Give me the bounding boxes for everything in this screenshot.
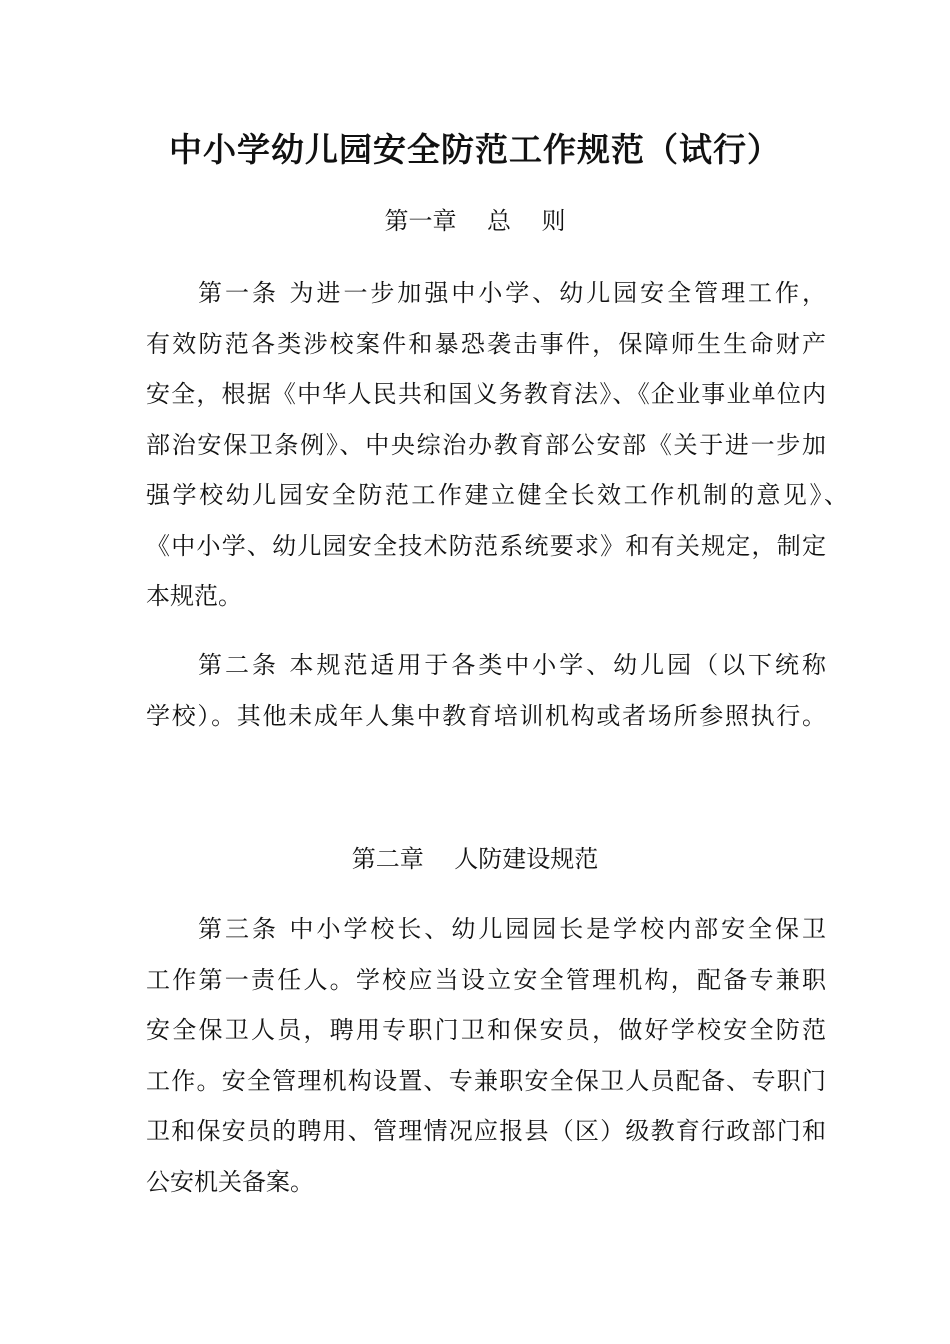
chapter-heading-general: 第一章 总 则 [384,207,566,235]
article-2-line: 第二条 本规范适用于各类中小学、幼儿园（以下统称 [198,651,826,679]
chapter-heading-personnel: 第二章 人防建设规范 [351,845,599,873]
article-3-line: 第三条 中小学校长、幼儿园园长是学校内部安全保卫 [198,915,826,943]
article-2-paragraph [146,640,826,741]
article-1-line: 强学校幼儿园安全防范工作建立健全长效工作机制的意见》、 [146,481,848,509]
article-1-paragraph [146,268,848,622]
article-3-line: 安全保卫人员，聘用专职门卫和保安员，做好学校安全防范 [146,1016,826,1044]
article-1-line: 安全，根据《中华人民共和国义务教育法》、《企业事业单位内 [146,380,826,408]
article-1-line: 本规范。 [146,582,242,610]
article-2-line: 学校）。其他未成年人集中教育培训机构或者场所参照执行。 [146,701,826,730]
article-1-line: 有效防范各类涉校案件和暴恐袭击事件，保障师生生命财产 [146,329,826,358]
article-1-line: 《中小学、幼儿园安全技术防范系统要求》和有关规定，制定 [146,531,826,560]
article-3-paragraph [146,904,826,1207]
article-3-line: 工作第一责任人。学校应当设立安全管理机构，配备专兼职 [146,965,826,994]
article-1-line: 部治安保卫条例》、中央综治办教育部公安部《关于进一步加 [146,430,826,459]
article-1-line: 第一条 为进一步加强中小学、幼儿园安全管理工作， [198,279,826,307]
document-title: 中小学幼儿园安全防范工作规范（试行） [169,130,781,169]
article-3-line: 卫和保安员的聘用、管理情况应报县（区）级教育行政部门和 [146,1117,826,1145]
article-3-line: 公安机关备案。 [146,1167,314,1196]
article-3-line: 工作。安全管理机构设置、专兼职安全保卫人员配备、专职门 [146,1066,826,1095]
